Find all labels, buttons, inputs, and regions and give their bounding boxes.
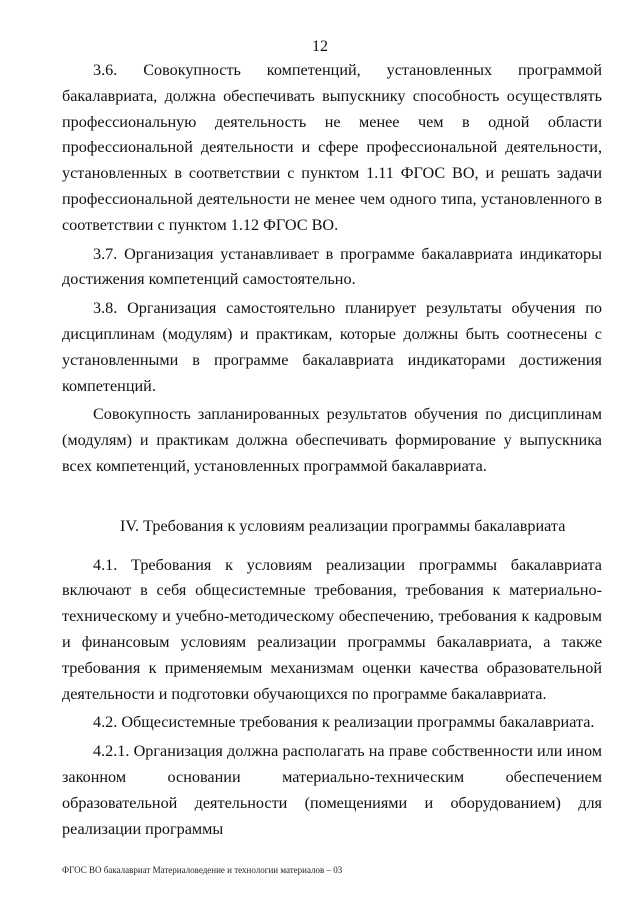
paragraph-3-8: 3.8. Организация самостоятельно планирует результаты обучения по дисциплинам (модулям) и практикам, которые должны быть соотнесены с установленными в программе бакалавриата индикаторами достижения компетенций. bbox=[62, 299, 602, 395]
paragraph-4-1: 4.1. Требования к условиям реализации программы бакалавриата включают в себя общесистемные требования, требования к материально-техническому и учебно-методическому обеспечению, требования к кадровым и финансовым условиям реализации программы бакалавриата, а также требования к применяемым механизмам оценки качества образовательной деятельности и подготовки обучающихся по программе бакалавриата. bbox=[62, 555, 602, 703]
page-number: 12 bbox=[312, 38, 328, 55]
paragraph-3-7: 3.7. Организация устанавливает в программе бакалавриата индикаторы достижения компетенций самостоятельно. bbox=[62, 244, 602, 289]
page-footer: ФГОС ВО бакалавриат Материаловедение и технологии материалов – 03 bbox=[62, 865, 343, 875]
paragraph-4-2-1: 4.2.1. Организация должна располагать на праве собственности или ином законном основании материально-техническим обеспечением образовательной деятельности (помещениями и оборудованием) для реализации программы bbox=[62, 742, 602, 838]
document-body bbox=[62, 58, 602, 845]
paragraph-3-6: 3.6. Совокупность компетенций, установленных программой бакалавриата, должна обеспечивать выпускнику способность осуществлять профессиональную деятельность не менее чем в одной области профессиональной деятельности и сфере профессиональной деятельности, установленных в соответствии с пунктом 1.11 ФГОС ВО, и решать задачи профессиональной деятельности не менее чем одного типа, установленного в соответствии с пунктом 1.12 ФГОС ВО. bbox=[62, 61, 602, 234]
section-heading-iv: IV. Требования к условиям реализации программы бакалавриата bbox=[120, 516, 566, 535]
paragraph-4-2: 4.2. Общесистемные требования к реализации программы бакалавриата. bbox=[93, 713, 595, 732]
paragraph-learning-outcomes: Совокупность запланированных результатов обучения по дисциплинам (модулям) и практикам должна обеспечивать формирование у выпускника всех компетенций, установленных программой бакалавриата. bbox=[62, 405, 602, 475]
